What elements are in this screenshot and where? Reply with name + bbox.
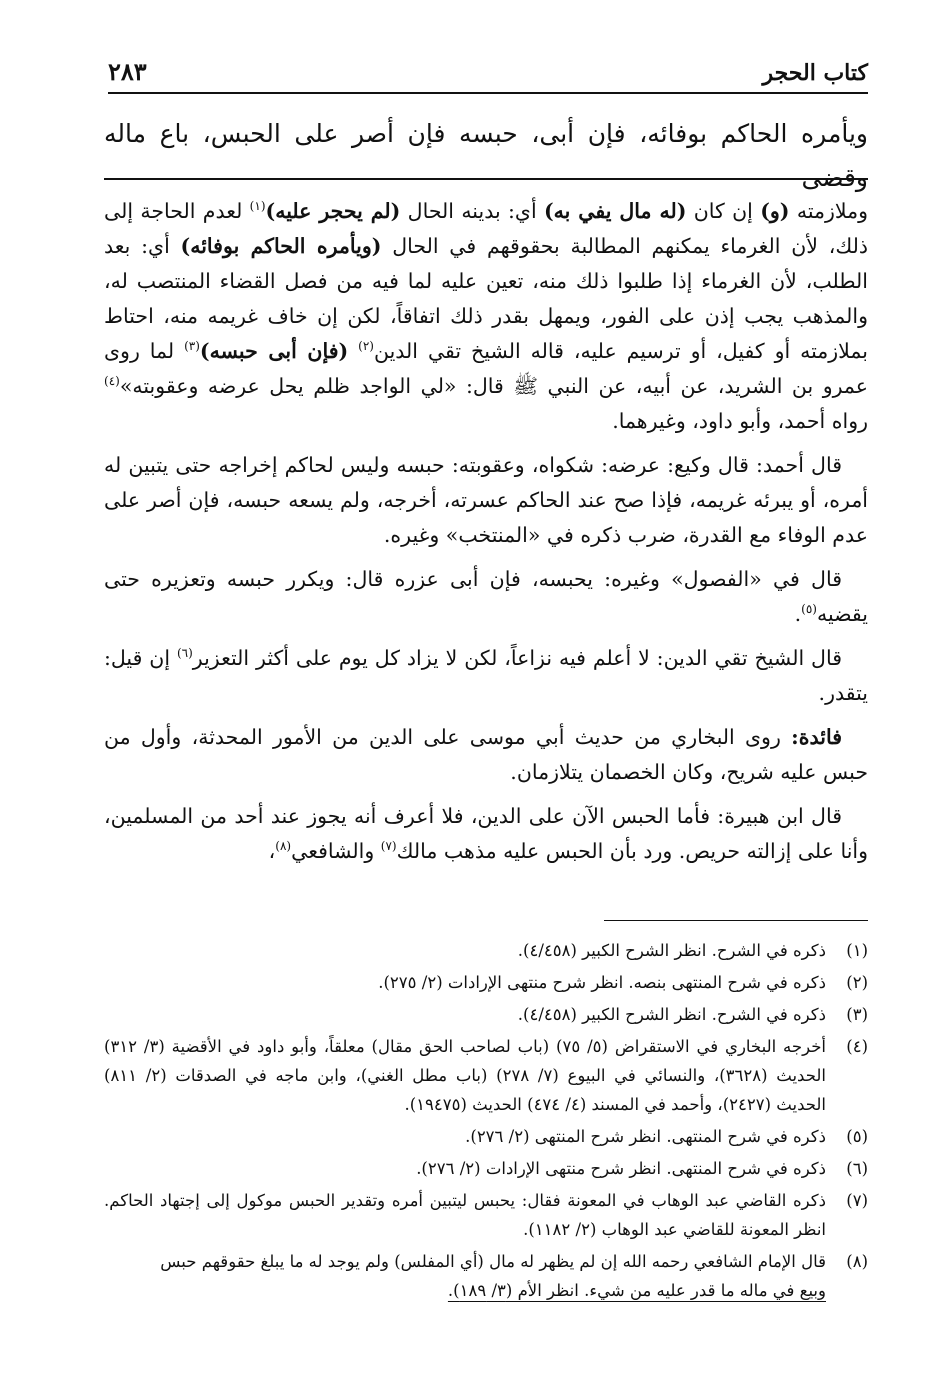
footnote-text bbox=[104, 1122, 826, 1151]
bold-phrase: (فإن أبى حبسه) bbox=[199, 339, 349, 363]
text-run: لعدم الحاجة إلى ذلك، لأن الغرماء يمكنهم المطالبة بحقوقهم في الحال bbox=[104, 199, 868, 258]
footnote-ref: (٤) bbox=[104, 374, 120, 389]
footnote-ref: (٦) bbox=[176, 646, 193, 661]
text-run bbox=[348, 339, 358, 363]
footnote-item bbox=[104, 968, 868, 997]
footnote-number: (٣) bbox=[846, 1005, 868, 1024]
footnote-text-run: ذكره في شرح المنتهى. انظر شرح منتهى الإرادات (٢/ ٢٧٦). bbox=[416, 1159, 826, 1178]
text-run: ، bbox=[268, 839, 276, 863]
commentary-paragraph bbox=[104, 562, 868, 632]
footnote-text bbox=[104, 936, 826, 965]
commentary-paragraph bbox=[104, 194, 868, 439]
matn-text: ويأمره الحاكم بوفائه، فإن أبى، حبسه فإن أصر على الحبس، باع ماله وقضى bbox=[104, 119, 868, 192]
footnote-text-run: أخرجه البخاري في الاستقراض (٥/ ٧٥) (باب لصاحب الحق مقال) معلقاً، وأبو داود في الأقضية (٣/ ٣١٢) الحديث (٣٦٢٨)، والنسائي في البيوع (٧/ ٢٧٨) (باب مطل الغني)، وابن ماجه في الصدقات (٢/ ٨١١) الحديث (٢٤٢٧)، وأحمد في المسند (٤/ ٤٧٤) الحديث (١٩٤٧٥). bbox=[104, 1037, 826, 1114]
footnote-text bbox=[104, 1000, 826, 1029]
text-run: رواه أحمد، وأبو داود، وغيرهما. bbox=[612, 409, 868, 433]
footnote-item bbox=[104, 1186, 868, 1244]
book-section-title: كتاب الحجر bbox=[762, 60, 868, 86]
text-run: قال ابن هبيرة: فأما الحبس الآن على الدين، فلا أعرف أنه يجوز عند أحد من المسلمين، وأنا على إزالته حريص. ورد بأن الحبس عليه مذهب مالك bbox=[104, 804, 868, 863]
footnote-item bbox=[104, 1000, 868, 1029]
footnote-separator bbox=[604, 920, 868, 921]
footnotes bbox=[104, 936, 868, 1308]
text-run: والشافعي bbox=[291, 839, 381, 863]
footnote-item bbox=[104, 1154, 868, 1183]
footnote-text-run: قال الإمام الشافعي رحمه الله إن لم يظهر له مال (أي المفلس) ولم يوجد له ما يبلغ حقوقهم حبس bbox=[160, 1252, 826, 1271]
text-run: إن قيل: يتقدر. bbox=[104, 646, 868, 705]
footnote-number: (٢) bbox=[846, 973, 868, 992]
footnote-item bbox=[104, 1122, 868, 1151]
footnote-number: (٨) bbox=[846, 1252, 868, 1271]
bold-phrase: (له مال يفي به) bbox=[543, 199, 687, 223]
footnote-text-run: ذكره في شرح المنتهى. انظر شرح المنتهى (٢/ ٢٧٦). bbox=[465, 1127, 826, 1146]
footnote-text bbox=[104, 1186, 826, 1244]
footnote-text bbox=[104, 1032, 826, 1119]
footnote-ref: (١) bbox=[249, 199, 266, 214]
text-run: قال أحمد: قال وكيع: عرضه: شكواه، وعقوبته: حبسه وليس لحاكم إخراجه حتى يتبين له أمره، أو يبرئه غريمه، فإذا صح عند الحاكم عسرته، أخرجه، ولم يسعه حبسه، فإن أصر على عدم الوفاء مع القدرة، ضرب ذكره في «المنتخب» وغيره. bbox=[104, 453, 868, 547]
text-run: أي: بعد الطلب، لأن الغرماء إذا طلبوا ذلك منه، تعين عليه لما فيه من فصل القضاء المنتصب له، والمذهب يجب إذن على الفور، ويمهل بقدر ذلك اتفاقاً، لكن إن خاف غريمه منه، احتاط بملازمته أو كفيل، أو ترسيم عليه، قاله الشيخ تقي الدين bbox=[104, 234, 868, 363]
commentary-body bbox=[104, 194, 868, 878]
footnote-item bbox=[104, 1247, 868, 1305]
footnote-ref: (٧) bbox=[380, 839, 397, 854]
footnote-item bbox=[104, 1032, 868, 1119]
text-run: وملازمته bbox=[789, 199, 869, 223]
footnote-ref: (٣) bbox=[184, 339, 200, 354]
footnote-ref: (٢) bbox=[358, 339, 374, 354]
bold-phrase: (ويأمره الحاكم بوفائه) bbox=[180, 234, 382, 258]
matn-divider bbox=[104, 178, 868, 180]
text-run: . bbox=[794, 602, 802, 626]
footnote-item bbox=[104, 936, 868, 965]
footnote-text-run: وبيع في ماله ما قدر عليه من شيء. انظر الأم (٣/ ١٨٩). bbox=[447, 1281, 826, 1300]
page-header bbox=[108, 56, 868, 94]
footnote-number: (٥) bbox=[846, 1127, 868, 1146]
footnote-number: (٧) bbox=[846, 1191, 868, 1210]
text-run: أي: بدينه الحال bbox=[400, 199, 544, 223]
text-run: قال الشيخ تقي الدين: لا أعلم فيه نزاعاً، لكن لا يزاد كل يوم على أكثر التعزير bbox=[192, 646, 842, 670]
commentary-paragraph bbox=[104, 720, 868, 790]
bold-phrase: (لم يحجر عليه) bbox=[265, 199, 401, 223]
footnote-ref: (٥) bbox=[801, 602, 817, 617]
page-number: ٢٨٣ bbox=[108, 57, 147, 86]
bold-phrase: فائدة: bbox=[791, 725, 842, 749]
footnote-number: (١) bbox=[846, 941, 868, 960]
footnote-text-run: ذكره في الشرح. انظر الشرح الكبير (٤/٤٥٨). bbox=[517, 941, 826, 960]
text-run: قال في «الفصول» وغيره: يحبسه، فإن أبى عزره قال: ويكرر حبسه وتعزيره حتى يقضيه bbox=[104, 567, 868, 626]
footnote-number: (٤) bbox=[846, 1037, 868, 1056]
footnote-text bbox=[104, 1247, 826, 1305]
footnote-text-run: ذكره القاضي عبد الوهاب في المعونة فقال: يحبس ليتبين أمره وتقدير الحبس موكول إلى إجتهاد الحاكم. انظر المعونة للقاضي عبد الوهاب (٢/ ١١٨٢). bbox=[104, 1191, 826, 1239]
footnote-text-run: ذكره في شرح المنتهى بنصه. انظر شرح منتهى الإرادات (٢/ ٢٧٥). bbox=[378, 973, 826, 992]
text-run: لما روى عمرو بن الشريد، عن أبيه، عن النبي ﷺ قال: «لي الواجد ظلم يحل عرضه وعقوبته» bbox=[104, 339, 868, 398]
bold-phrase: (و) bbox=[760, 199, 790, 223]
commentary-paragraph bbox=[104, 641, 868, 711]
footnote-text bbox=[104, 1154, 826, 1183]
footnote-text-run: ذكره في الشرح. انظر الشرح الكبير (٤/٤٥٨). bbox=[517, 1005, 826, 1024]
footnote-text bbox=[104, 968, 826, 997]
text-run: إن كان bbox=[686, 199, 761, 223]
commentary-paragraph bbox=[104, 448, 868, 553]
footnote-number: (٦) bbox=[846, 1159, 868, 1178]
footnote-ref: (٨) bbox=[275, 839, 292, 854]
commentary-paragraph bbox=[104, 799, 868, 869]
text-run: روى البخاري من حديث أبي موسى على الدين من الأمور المحدثة، وأول من حبس عليه شريح، وكان الخصمان يتلازمان. bbox=[104, 725, 868, 784]
